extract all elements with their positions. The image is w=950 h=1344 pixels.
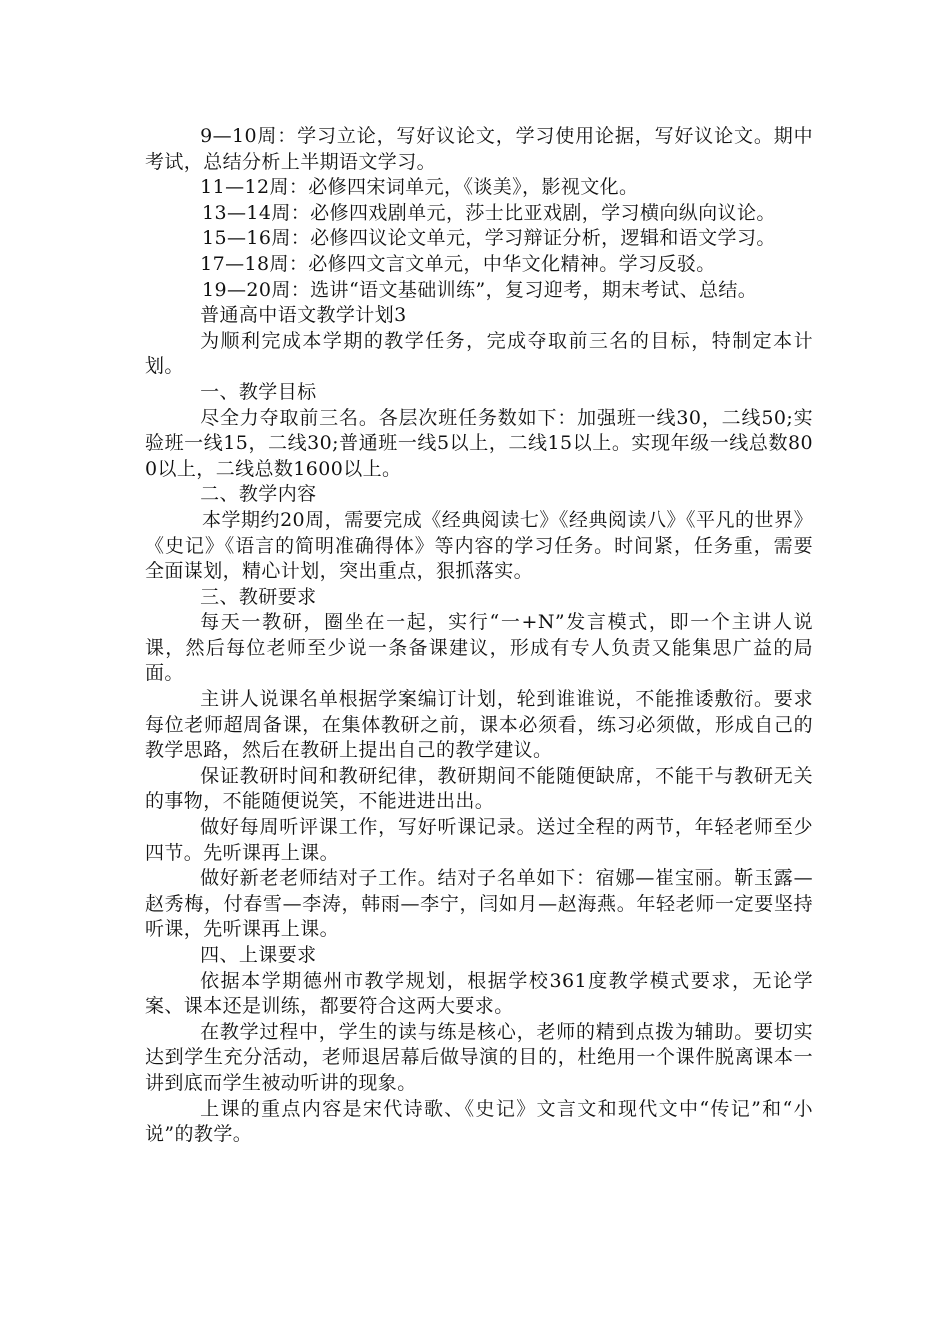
paragraph-teaching-plan-basis: 依据本学期德州市教学规划，根据学校361度教学模式要求，无论学案、课本还是训练，都要符合这两大要求。 [145, 969, 813, 1018]
paragraph-week-17-18: 17—18周：必修四文言文单元，中华文化精神。学习反驳。 [200, 252, 716, 275]
paragraph-key-content: 上课的重点内容是宋代诗歌、《史记》文言文和现代文中“传记”和“小说”的教学。 [145, 1097, 813, 1146]
heading-class-requirements: 四、上课要求 [200, 944, 317, 966]
heading-teaching-goals: 一、教学目标 [200, 380, 317, 403]
paragraph-week-15-16: 15—16周：必修四议论文单元，学习辩证分析，逻辑和语文学习。 [202, 227, 776, 250]
paragraph-week-19-20: 19—20周：选讲“语文基础训练”，复习迎考，期末考试、总结。 [202, 278, 758, 301]
document-body [145, 124, 813, 1148]
paragraph-teaching-content: 本学期约20周，需要完成《经典阅读七》《经典阅读八》《平凡的世界》《史记》《语言的简明准确得体》等内容的学习任务。时间紧，任务重，需要全面谋划，精心计划，突出重点，狠抓落实。 [145, 508, 813, 583]
heading-teaching-content: 二、教学内容 [200, 483, 317, 506]
paragraph-lesson-observation: 做好每周听评课工作，写好听课记录。送过全程的两节，年轻老师至少四节。先听课再上课。 [145, 816, 813, 864]
paragraph-mentor-pairing: 做好新老老师结对子工作。结对子名单如下：宿娜—崔宝丽。靳玉露—赵秀梅，付春雪—李涛，韩雨—李宁，闫如月—赵海燕。年轻老师一定要坚持听课，先听课再上课。 [145, 867, 813, 941]
paragraph-daily-research: 每天一教研，圈坐在一起，实行“一+N”发言模式，即一个主讲人说课，然后每位老师至少说一条备课建议，形成有专人负责又能集思广益的局面。 [145, 611, 813, 685]
paragraph-week-9-10: 9—10周：学习立论，写好议论文，学习使用论据，写好议论文。期中考试，总结分析上半期语文学习。 [145, 125, 813, 173]
paragraph-week-13-14: 13—14周：必修四戏剧单元，莎士比亚戏剧，学习横向纵向议论。 [202, 201, 776, 224]
paragraph-research-discipline: 保证教研时间和教研纪律，教研期间不能随便缺席，不能干与教研无关的事物，不能随便说笑，不能进进出出。 [145, 764, 813, 813]
paragraph-week-11-12: 11—12周：必修四宋词单元，《谈美》，影视文化。 [200, 176, 639, 199]
section-title-plan-3: 普通高中语文教学计划3 [200, 304, 407, 327]
paragraph-teaching-process: 在教学过程中，学生的读与练是核心，老师的精到点拨为辅助。要切实达到学生充分活动，老师退居幕后做导演的目的，杜绝用一个课件脱离课本一讲到底而学生被动听讲的现象。 [145, 1020, 813, 1094]
paragraph-speaker-list: 主讲人说课名单根据学案编订计划，轮到谁谁说，不能推诿敷衍。要求每位老师超周备课，在集体教研之前，课本必须看，练习必须做，形成自己的教学思路，然后在教研上提出自己的教学建议。 [145, 688, 813, 762]
heading-research-requirements: 三、教研要求 [200, 585, 317, 608]
paragraph-teaching-goals: 尽全力夺取前三名。各层次班任务数如下：加强班一线30，二线50;实验班一线15，二线30;普通班一线5以上，二线15以上。实现年级一线总数800以上，二线总数1600以上。 [145, 406, 813, 480]
paragraph-intro: 为顺利完成本学期的教学任务，完成夺取前三名的目标，特制定本计划。 [145, 329, 813, 378]
